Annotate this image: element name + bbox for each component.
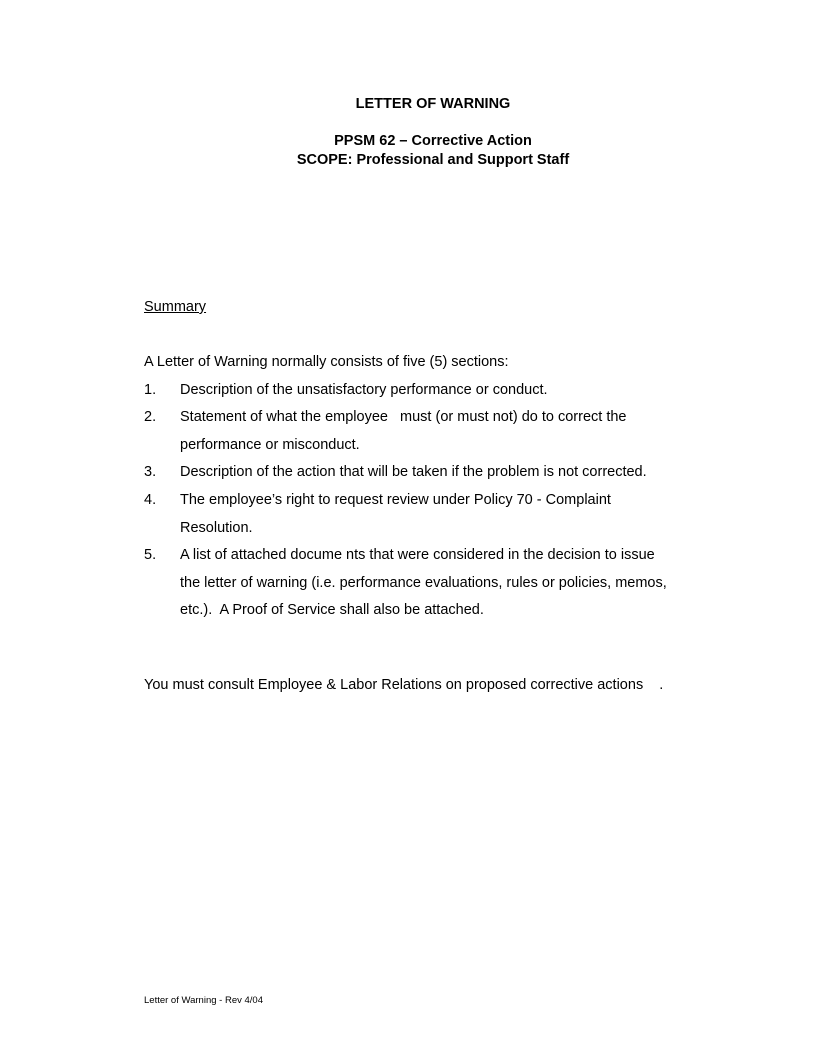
page-footer: Letter of Warning - Rev 4/04 [144,995,263,1006]
document-title: LETTER OF WARNING [355,96,511,112]
list-item-text: A list of attached docume nts that were considered in the decision to issue [180,547,655,563]
list-item-text: the letter of warning (i.e. performance evaluations, rules or policies, memos, [180,575,667,591]
list-item-number: 5. [144,547,157,563]
closing-paragraph: You must consult Employee & Labor Relations on proposed corrective actions . [144,677,664,693]
list-item-text: The employee’s right to request review under Policy 70 - Complaint [180,492,611,508]
list-item-text: Description of the action that will be taken if the problem is not corrected. [180,464,647,480]
document-subtitle: PPSM 62 – Corrective Action [334,133,532,149]
list-item-text: Resolution. [180,520,253,536]
summary-heading: Summary [144,299,207,315]
list-item-number: 1. [144,382,157,398]
document-scope: SCOPE: Professional and Support Staff [296,152,570,168]
intro-paragraph: A Letter of Warning normally consists of five (5) sections: [144,354,509,370]
list-item-number: 4. [144,492,157,508]
list-item-text: Description of the unsatisfactory performance or conduct. [180,382,548,398]
list-item-text: Statement of what the employee must (or must not) do to correct the [180,409,627,425]
list-item-text: performance or misconduct. [180,437,360,453]
list-item-number: 3. [144,464,157,480]
list-item-text: etc.). A Proof of Service shall also be attached. [180,602,484,618]
list-item-number: 2. [144,409,157,425]
